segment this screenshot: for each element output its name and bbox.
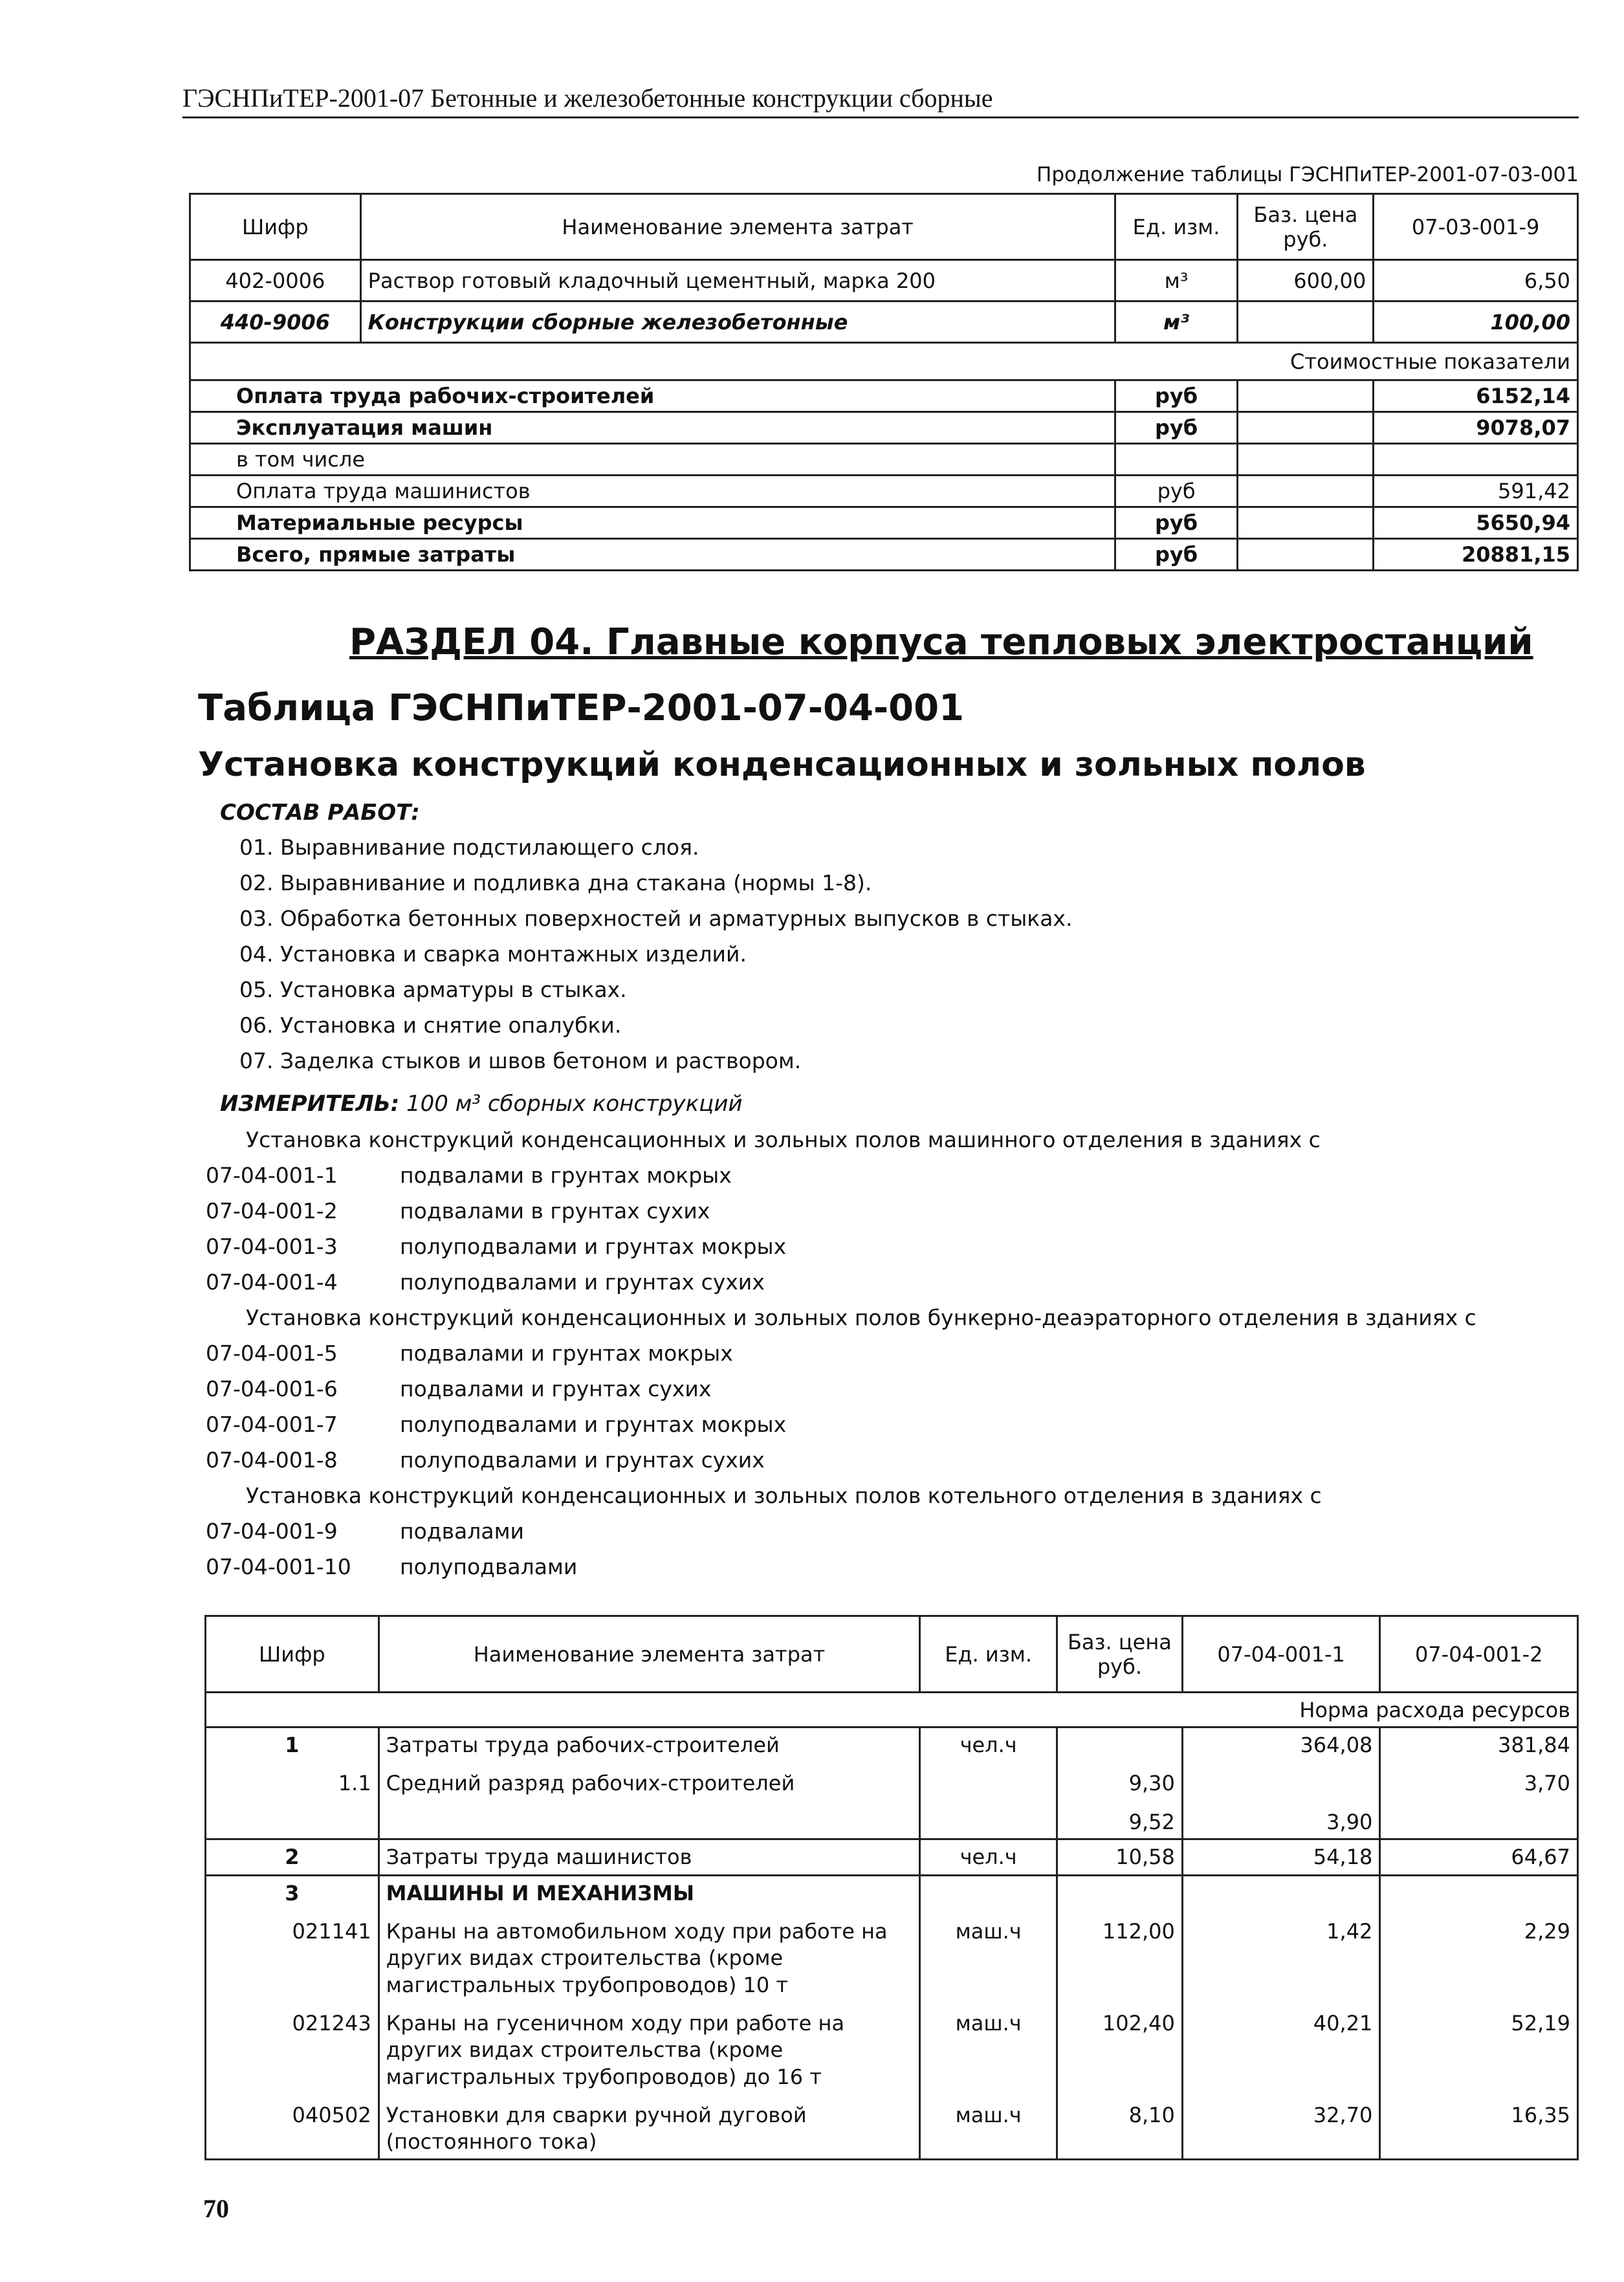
cell-v1: 54,18 bbox=[1182, 1839, 1380, 1876]
cost-empty bbox=[1238, 476, 1374, 507]
cell-unit: маш.ч bbox=[920, 2098, 1057, 2160]
cell-v1: 40,21 bbox=[1182, 2006, 1380, 2098]
col-header: 07-03-001-9 bbox=[1374, 194, 1578, 260]
cost-unit: руб bbox=[1115, 412, 1238, 444]
cost-row bbox=[190, 476, 1578, 507]
table-row bbox=[206, 1914, 1578, 2006]
group-title: Установка конструкций конденсационных и зольных полов котельного отделения в зданиях с bbox=[246, 1483, 1322, 1508]
cell-v2: 3,70 bbox=[1380, 1766, 1578, 1805]
cost-unit: руб bbox=[1115, 539, 1238, 571]
norm-code: 07-04-001-4 bbox=[206, 1269, 338, 1295]
cell-unit: чел.ч bbox=[920, 1839, 1057, 1876]
page-number: 70 bbox=[203, 2194, 229, 2223]
norm-desc: подвалами в грунтах сухих bbox=[400, 1198, 710, 1223]
cell-v1: 364,08 bbox=[1182, 1728, 1380, 1766]
col-header: Баз. цена руб. bbox=[1057, 1616, 1183, 1693]
norm-code: 07-04-001-7 bbox=[206, 1412, 338, 1437]
cell-name: Затраты труда машинистов bbox=[379, 1839, 920, 1876]
table-row bbox=[206, 1766, 1578, 1805]
table-row bbox=[206, 1728, 1578, 1766]
norm-code: 07-04-001-10 bbox=[206, 1554, 351, 1579]
cost-unit bbox=[1115, 444, 1238, 476]
cell-name: Краны на автомобильном ходу при работе на других видах строительства (кроме магистральных трубопроводов) 10 т bbox=[379, 1914, 920, 2006]
izmeritel bbox=[220, 1091, 743, 1117]
cell-price: 102,40 bbox=[1057, 2006, 1183, 2098]
cell-v2: 2,29 bbox=[1380, 1914, 1578, 2006]
cost-indicators-label: Стоимостные показатели bbox=[190, 343, 1578, 380]
cost-name: Оплата труда машинистов bbox=[190, 476, 1115, 507]
cell-price: 9,52 bbox=[1057, 1805, 1183, 1839]
cell-unit: чел.ч bbox=[920, 1728, 1057, 1766]
continuation-label: Продолжение таблицы ГЭСНПиТЕР-2001-07-03-001 bbox=[1037, 163, 1579, 186]
cell-price bbox=[1057, 1876, 1183, 1914]
col-header: Ед. изм. bbox=[1115, 194, 1238, 260]
norm-code: 07-04-001-2 bbox=[206, 1198, 338, 1223]
table-row: 440-9006 Конструкции сборные железобетонные м³ 100,00 bbox=[190, 302, 1578, 343]
cost-value: 9078,07 bbox=[1374, 412, 1578, 444]
cost-unit: руб bbox=[1115, 380, 1238, 412]
norm-code: 07-04-001-9 bbox=[206, 1519, 338, 1544]
cost-row bbox=[190, 507, 1578, 539]
resource-table-04 bbox=[204, 1615, 1579, 2160]
table-row bbox=[206, 1839, 1578, 1876]
cell-name: Краны на гусеничном ходу при работе на других видах строительства (кроме магистральных трубопроводов) до 16 т bbox=[379, 2006, 920, 2098]
cell-name: Затраты труда рабочих-строителей bbox=[379, 1728, 920, 1766]
cell-code: 1 bbox=[206, 1728, 379, 1766]
norm-desc: полуподвалами и грунтах мокрых bbox=[400, 1412, 787, 1437]
cost-value: 6152,14 bbox=[1374, 380, 1578, 412]
cell-v2: 16,35 bbox=[1380, 2098, 1578, 2160]
cell-unit: маш.ч bbox=[920, 1914, 1057, 2006]
cell-price: 10,58 bbox=[1057, 1839, 1183, 1876]
cost-empty bbox=[1238, 380, 1374, 412]
cost-name: Эксплуатация машин bbox=[190, 412, 1115, 444]
izmeritel-value: 100 м³ сборных конструкций bbox=[406, 1091, 743, 1117]
cost-name: Материальные ресурсы bbox=[190, 507, 1115, 539]
norm-desc: подвалами и грунтах мокрых bbox=[400, 1341, 733, 1366]
cell-code: 040502 bbox=[206, 2098, 379, 2160]
col-header: Наименование элемента затрат bbox=[360, 194, 1115, 260]
cell-code: 1.1 bbox=[206, 1766, 379, 1805]
operation-item: 06. Установка и снятие опалубки. bbox=[239, 1013, 622, 1038]
cost-value: 591,42 bbox=[1374, 476, 1578, 507]
cost-empty bbox=[1238, 444, 1374, 476]
operation-item: 02. Выравнивание и подливка дна стакана (нормы 1-8). bbox=[239, 870, 872, 895]
norm-desc: полуподвалами и грунтах сухих bbox=[400, 1447, 765, 1473]
norm-code: 07-04-001-6 bbox=[206, 1376, 338, 1401]
table-row bbox=[206, 2006, 1578, 2098]
col-header: 07-04-001-1 bbox=[1182, 1616, 1380, 1693]
table-name: Таблица ГЭСНПиТЕР-2001-07-04-001 bbox=[198, 687, 965, 729]
operation-item: 05. Установка арматуры в стыках. bbox=[239, 977, 627, 1002]
cost-row bbox=[190, 380, 1578, 412]
norm-code: 07-04-001-1 bbox=[206, 1163, 338, 1188]
cell-code bbox=[206, 1805, 379, 1839]
cell-code: 3 bbox=[206, 1876, 379, 1914]
norm-code: 07-04-001-8 bbox=[206, 1447, 338, 1473]
norm-desc: подвалами в грунтах мокрых bbox=[400, 1163, 732, 1188]
col-header: Баз. цена руб. bbox=[1238, 194, 1374, 260]
header-rule bbox=[182, 116, 1579, 118]
cell-name: МАШИНЫ И МЕХАНИЗМЫ bbox=[379, 1876, 920, 1914]
cost-name: в том числе bbox=[190, 444, 1115, 476]
cell-v2 bbox=[1380, 1876, 1578, 1914]
col-header: Шифр bbox=[190, 194, 361, 260]
table-row: 402-0006 Раствор готовый кладочный цементный, марка 200 м³ 600,00 6,50 bbox=[190, 260, 1578, 302]
izmeritel-label: ИЗМЕРИТЕЛЬ: bbox=[220, 1091, 400, 1117]
cost-name: Всего, прямые затраты bbox=[190, 539, 1115, 571]
norm-desc: полуподвалами и грунтах сухих bbox=[400, 1269, 765, 1295]
cost-empty bbox=[1238, 539, 1374, 571]
cell-unit bbox=[920, 1876, 1057, 1914]
norm-code: 07-04-001-3 bbox=[206, 1234, 338, 1259]
cost-value bbox=[1374, 444, 1578, 476]
cell-unit bbox=[920, 1766, 1057, 1805]
norm-code: 07-04-001-5 bbox=[206, 1341, 338, 1366]
cell-v1: 3,90 bbox=[1182, 1805, 1380, 1839]
section-title: РАЗДЕЛ 04. Главные корпуса тепловых электростанций bbox=[349, 621, 1533, 663]
cell-v1: 32,70 bbox=[1182, 2098, 1380, 2160]
cell-code: 021141 bbox=[206, 1914, 379, 2006]
col-header: Шифр bbox=[206, 1616, 379, 1693]
table-row bbox=[206, 2098, 1578, 2160]
page-header: ГЭСНПиТЕР-2001-07 Бетонные и железобетонные конструкции сборные bbox=[182, 83, 993, 113]
cell-v2: 52,19 bbox=[1380, 2006, 1578, 2098]
norm-desc: подвалами и грунтах сухих bbox=[400, 1376, 712, 1401]
cell-name bbox=[379, 1805, 920, 1839]
operation-item: 01. Выравнивание подстилающего слоя. bbox=[239, 835, 699, 860]
cell-v2 bbox=[1380, 1805, 1578, 1839]
cell-price bbox=[1057, 1728, 1183, 1766]
table-row bbox=[206, 1876, 1578, 1914]
norm-label: Норма расхода ресурсов bbox=[206, 1693, 1578, 1728]
group-title: Установка конструкций конденсационных и зольных полов машинного отделения в зданиях с bbox=[246, 1127, 1321, 1152]
cost-empty bbox=[1238, 507, 1374, 539]
cost-value: 5650,94 bbox=[1374, 507, 1578, 539]
operation-item: 03. Обработка бетонных поверхностей и арматурных выпусков в стыках. bbox=[239, 906, 1073, 931]
cell-code: 021243 bbox=[206, 2006, 379, 2098]
table-subtitle: Установка конструкций конденсационных и зольных полов bbox=[198, 745, 1366, 784]
cost-empty bbox=[1238, 412, 1374, 444]
cell-price: 112,00 bbox=[1057, 1914, 1183, 2006]
cost-unit: руб bbox=[1115, 476, 1238, 507]
cell-code: 2 bbox=[206, 1839, 379, 1876]
cost-table-03 bbox=[189, 193, 1579, 571]
col-header: Наименование элемента затрат bbox=[379, 1616, 920, 1693]
operation-item: 04. Установка и сварка монтажных изделий. bbox=[239, 941, 747, 967]
cost-row bbox=[190, 412, 1578, 444]
cell-unit bbox=[920, 1805, 1057, 1839]
col-header: 07-04-001-2 bbox=[1380, 1616, 1578, 1693]
norm-desc: подвалами bbox=[400, 1519, 524, 1544]
cost-row bbox=[190, 539, 1578, 571]
cell-price: 9,30 bbox=[1057, 1766, 1183, 1805]
cost-unit: руб bbox=[1115, 507, 1238, 539]
cell-v1: 1,42 bbox=[1182, 1914, 1380, 2006]
cost-row bbox=[190, 444, 1578, 476]
operation-item: 07. Заделка стыков и швов бетоном и раствором. bbox=[239, 1048, 802, 1073]
norm-desc: полуподвалами и грунтах мокрых bbox=[400, 1234, 787, 1259]
group-title: Установка конструкций конденсационных и зольных полов бункерно-деаэраторного отделения в зданиях с bbox=[246, 1305, 1476, 1330]
cell-v2: 64,67 bbox=[1380, 1839, 1578, 1876]
cell-unit: маш.ч bbox=[920, 2006, 1057, 2098]
table-row bbox=[206, 1805, 1578, 1839]
col-header: Ед. изм. bbox=[920, 1616, 1057, 1693]
sostav-label: СОСТАВ РАБОТ: bbox=[220, 800, 420, 826]
cost-value: 20881,15 bbox=[1374, 539, 1578, 571]
cost-name: Оплата труда рабочих-строителей bbox=[190, 380, 1115, 412]
norm-desc: полуподвалами bbox=[400, 1554, 578, 1579]
cell-price: 8,10 bbox=[1057, 2098, 1183, 2160]
cell-name: Установки для сварки ручной дуговой (постоянного тока) bbox=[379, 2098, 920, 2160]
cell-v1 bbox=[1182, 1876, 1380, 1914]
cell-v1 bbox=[1182, 1766, 1380, 1805]
cell-name: Средний разряд рабочих-строителей bbox=[379, 1766, 920, 1805]
cell-v2: 381,84 bbox=[1380, 1728, 1578, 1766]
